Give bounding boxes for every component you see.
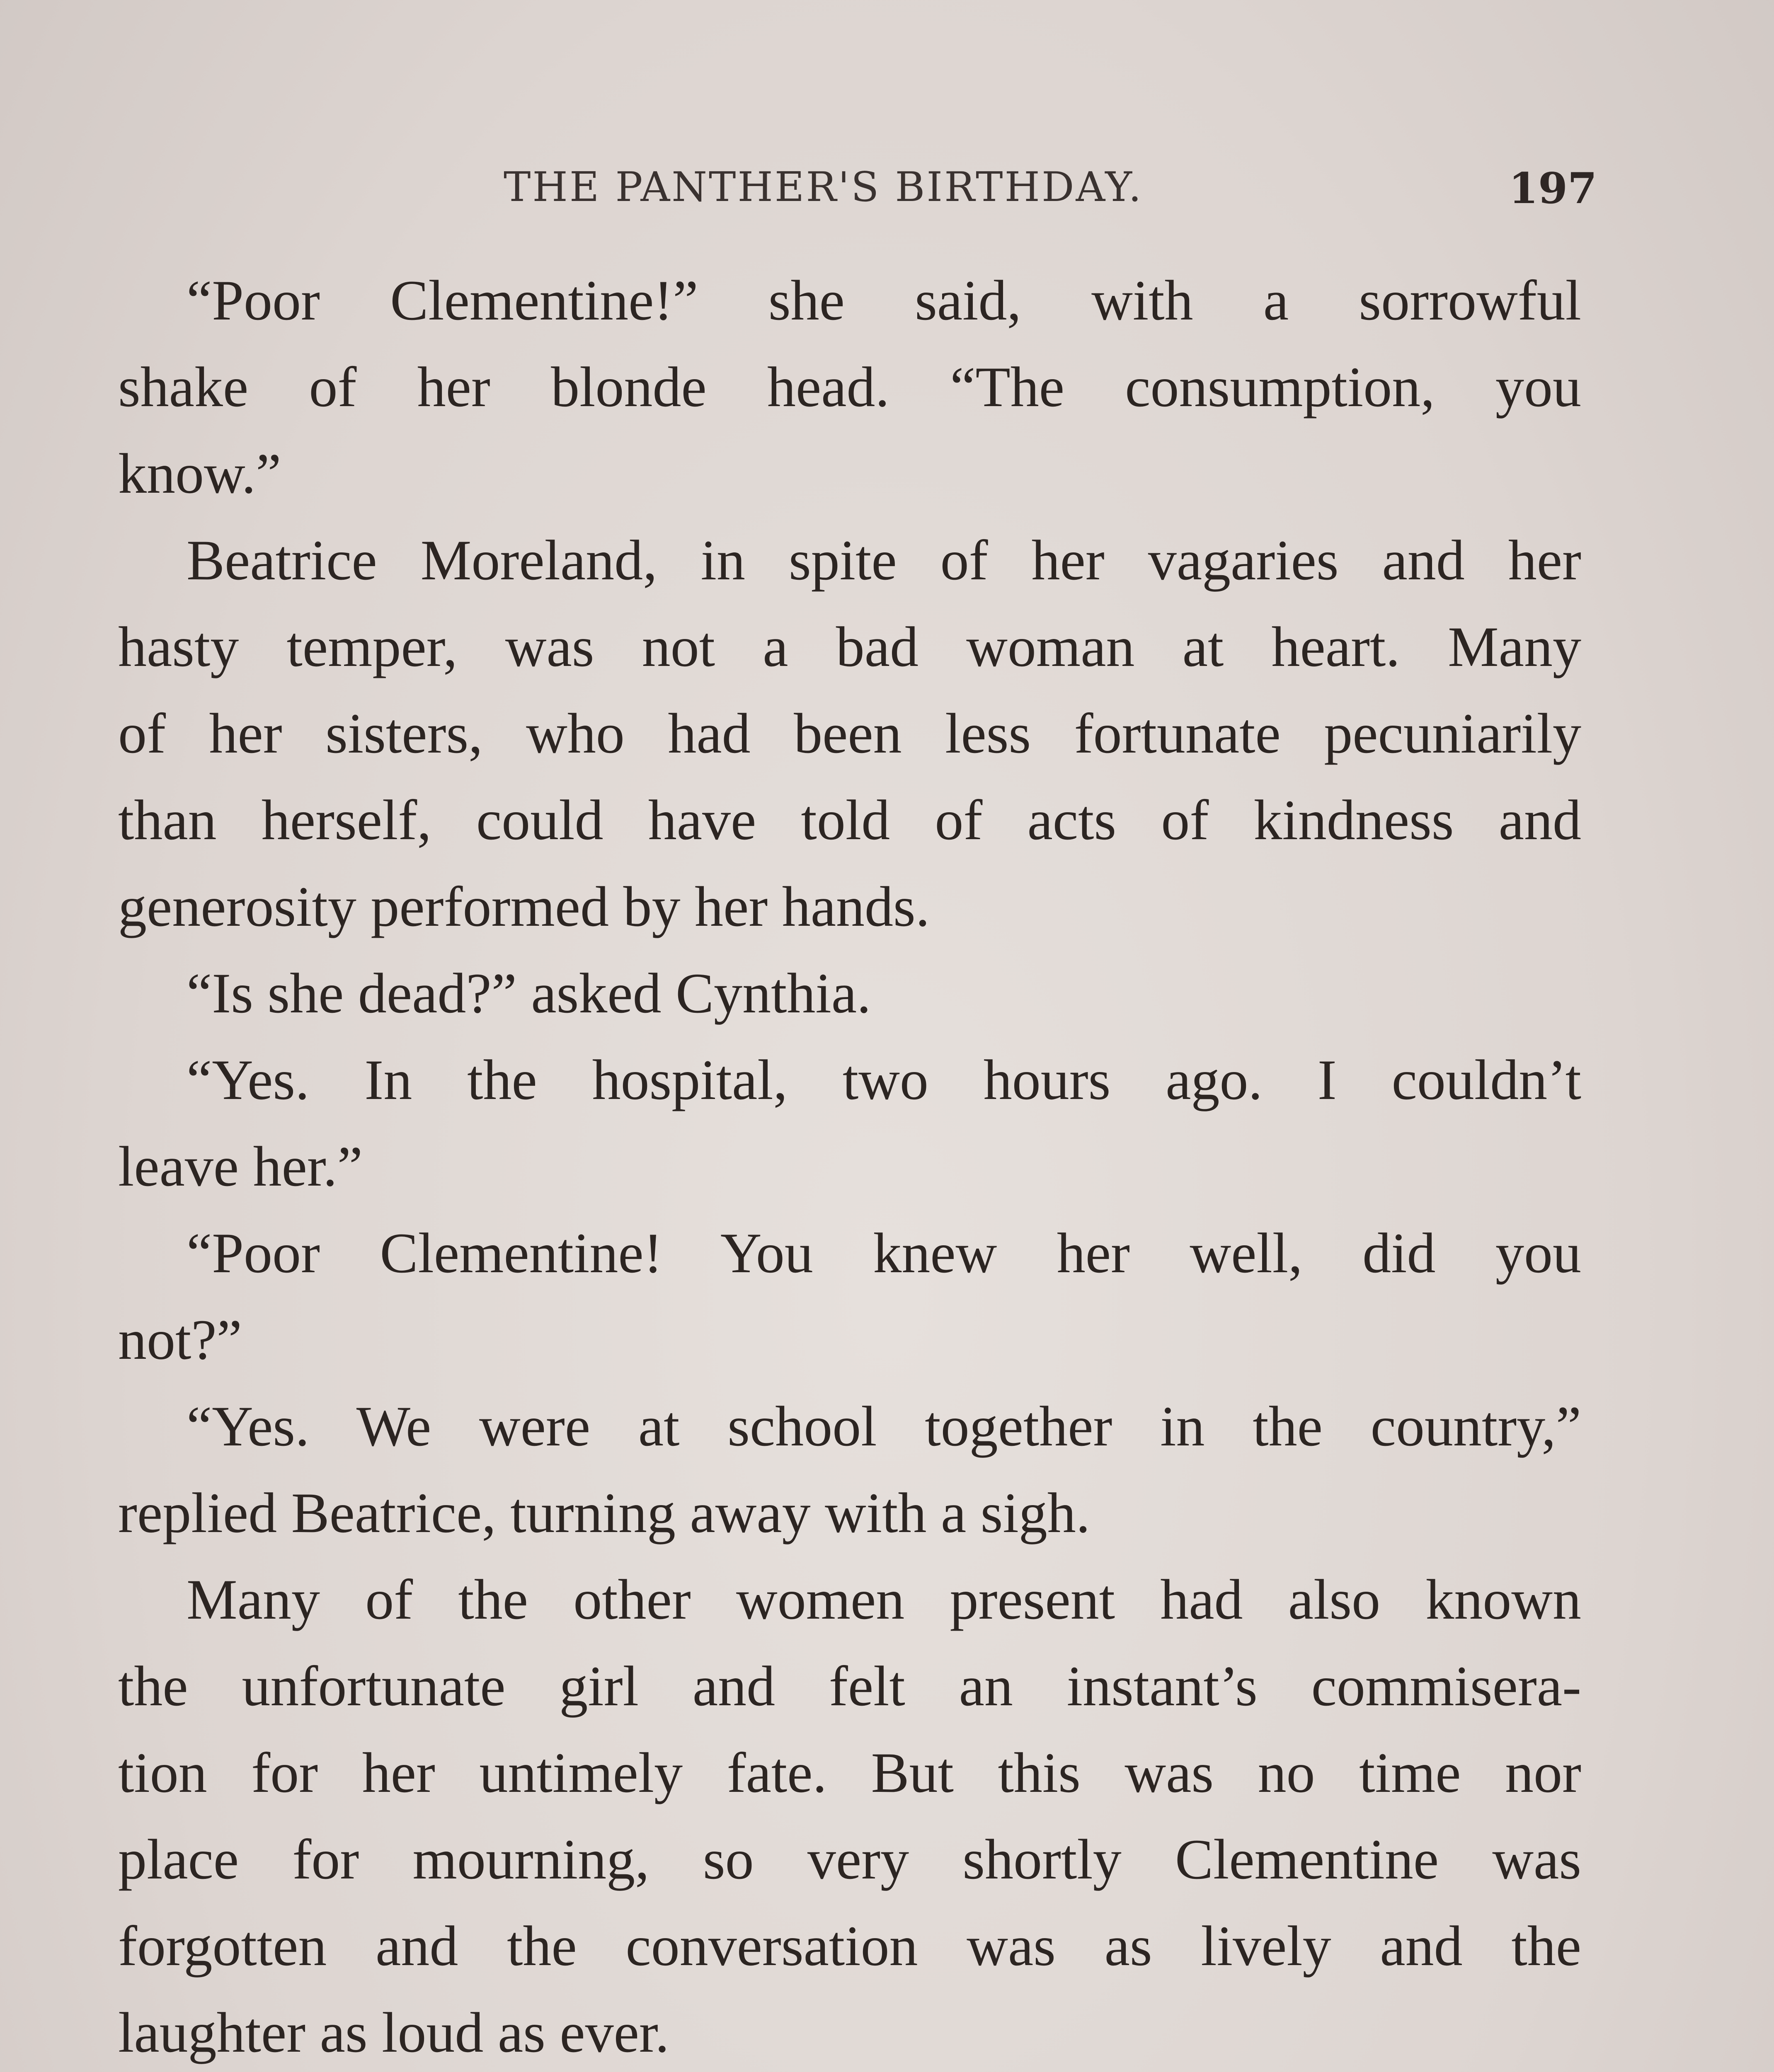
text-line: “Yes. In the hospital, two hours ago. I couldn’t <box>187 1048 1581 1111</box>
text-line: replied Beatrice, turning away with a sigh. <box>118 1481 1091 1544</box>
text-line: the unfortunate girl and felt an instant’s commisera- <box>118 1654 1581 1718</box>
text-line: leave her.” <box>118 1135 363 1198</box>
text-line: shake of her blonde head. “The consumption, you <box>118 355 1581 419</box>
text-line: place for mourning, so very shortly Clementine was <box>118 1828 1581 1891</box>
text-line: “Yes. We were at school together in the country,” <box>187 1394 1581 1458</box>
text-line: know.” <box>118 442 281 505</box>
text-line: Many of the other women present had also known <box>187 1568 1581 1631</box>
body-text <box>118 257 1581 2072</box>
running-head: THE PANTHER'S BIRTHDAY. <box>504 164 1143 211</box>
page-number: 197 <box>1509 164 1597 213</box>
text-line: laughter as loud as ever. <box>118 2001 669 2064</box>
text-line: hasty temper, was not a bad woman at heart. Many <box>118 615 1581 678</box>
text-line: “Poor Clementine!” she said, with a sorrowful <box>187 269 1581 332</box>
text-line: “Poor Clementine! You knew her well, did you <box>187 1221 1581 1285</box>
text-line: forgotten and the conversation was as lively and the <box>118 1914 1581 1978</box>
text-line: than herself, could have told of acts of kindness and <box>118 788 1581 852</box>
text-line: Beatrice Moreland, in spite of her vagaries and her <box>187 528 1581 592</box>
text-line: not?” <box>118 1308 242 1371</box>
text-line: generosity performed by her hands. <box>118 875 930 938</box>
text-line: “Is she dead?” asked Cynthia. <box>187 961 871 1025</box>
text-line: of her sisters, who had been less fortunate pecuniarily <box>118 702 1581 765</box>
text-line: tion for her untimely fate. But this was no time nor <box>118 1741 1581 1804</box>
